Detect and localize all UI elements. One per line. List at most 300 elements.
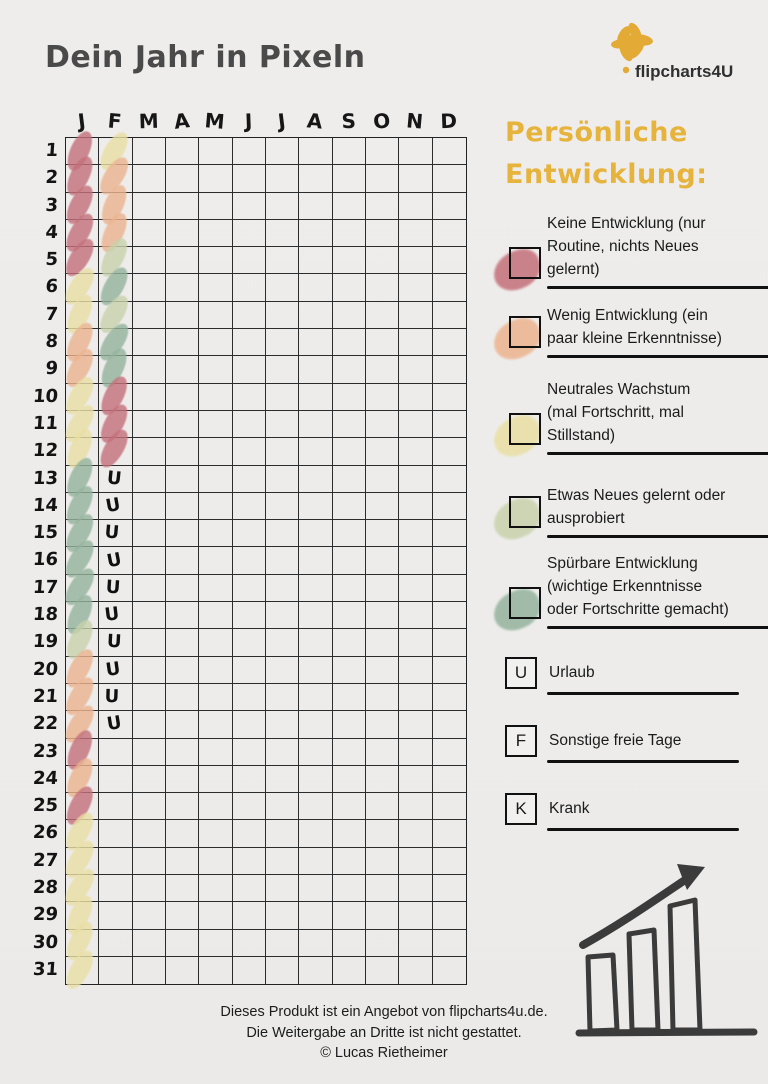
- grid-cell: [433, 657, 466, 684]
- grid-cell: [266, 411, 299, 438]
- grid-cell: [433, 247, 466, 274]
- grid-cell: [299, 466, 332, 493]
- legend-item-orange: [505, 304, 743, 358]
- grid-cell: [199, 848, 232, 875]
- grid-cell: [233, 711, 266, 738]
- grid-cell: [133, 193, 166, 220]
- grid-cell: [133, 329, 166, 356]
- grid-cell: [399, 602, 432, 629]
- grid-cell: [366, 657, 399, 684]
- month-label: D: [439, 108, 457, 134]
- grid-cell: [333, 575, 366, 602]
- month-label: M: [204, 108, 226, 134]
- grid-cell: [433, 193, 466, 220]
- grid-cell: [366, 411, 399, 438]
- grid-cell: [166, 930, 199, 957]
- month-label: J: [76, 108, 87, 134]
- grid-cell: [433, 302, 466, 329]
- grid-cell: [233, 766, 266, 793]
- legend-swatch: [505, 583, 549, 627]
- grid-cell: [233, 820, 266, 847]
- grid-cell: [366, 165, 399, 192]
- legend-swatch: [505, 409, 549, 453]
- grid-cell: [133, 493, 166, 520]
- legend-panel: [505, 112, 743, 852]
- grid-cell: [166, 575, 199, 602]
- grid-cell: [199, 657, 232, 684]
- day-number: 15: [32, 522, 59, 544]
- grid-cell: [266, 220, 299, 247]
- grid-cell: [333, 329, 366, 356]
- legend-item-u: [505, 657, 743, 697]
- grid-cell: [299, 438, 332, 465]
- grid-cell: [366, 575, 399, 602]
- grid-cell: [366, 848, 399, 875]
- grid-cell: [433, 875, 466, 902]
- grid-cell: [366, 930, 399, 957]
- grid-cell: [399, 493, 432, 520]
- day-number: 4: [44, 221, 59, 243]
- grid-cell: [399, 466, 432, 493]
- day-number: 2: [44, 167, 59, 189]
- grid-cell: [199, 384, 232, 411]
- grid-cell: [366, 138, 399, 165]
- grid-cell: [399, 684, 432, 711]
- day-number: 24: [32, 767, 59, 789]
- grid-cell: [433, 384, 466, 411]
- grid-cell: [333, 848, 366, 875]
- grid-cell: [266, 848, 299, 875]
- grid-cell: [266, 193, 299, 220]
- day-number: 31: [32, 958, 59, 980]
- grid-cell: [233, 657, 266, 684]
- grid-cell: [299, 902, 332, 929]
- grid-cell: [199, 247, 232, 274]
- day-number: 27: [32, 849, 59, 871]
- grid-cell: [166, 247, 199, 274]
- grid-cell: [166, 438, 199, 465]
- grid-cell: [399, 629, 432, 656]
- grid-cell: [233, 165, 266, 192]
- grid-cell: [199, 220, 232, 247]
- grid-cell: [399, 902, 432, 929]
- footer-line2: Die Weitergabe an Dritte ist nicht gestattet.: [246, 1024, 522, 1041]
- grid-cell: [299, 547, 332, 574]
- grid-cell: [299, 165, 332, 192]
- day-number: 6: [44, 276, 59, 298]
- grid-cell: [333, 547, 366, 574]
- grid-cell: [133, 711, 166, 738]
- grid-cell: [233, 684, 266, 711]
- grid-cell: [133, 629, 166, 656]
- grid-cell: [233, 739, 266, 766]
- legend-item-f: [505, 725, 743, 765]
- grid-cell: [333, 793, 366, 820]
- grid-cell: [399, 739, 432, 766]
- day-number: 17: [32, 576, 59, 598]
- grid-cell: [99, 739, 132, 766]
- grid-cell: [199, 165, 232, 192]
- grid-cell: [266, 302, 299, 329]
- day-number: 19: [32, 631, 59, 653]
- legend-item-k: [505, 793, 743, 833]
- legend-item-text: [547, 552, 743, 621]
- urlaub-mark: U: [104, 493, 123, 518]
- grid-cell: [333, 902, 366, 929]
- grid-cell: [366, 438, 399, 465]
- grid-cell: [133, 247, 166, 274]
- grid-cell: [399, 302, 432, 329]
- grid-cell: [366, 520, 399, 547]
- grid-cell: [299, 930, 332, 957]
- grid-cell: [133, 220, 166, 247]
- grid-cell: [133, 930, 166, 957]
- grid-cell: [99, 711, 132, 738]
- grid-cell: [133, 766, 166, 793]
- grid-cell: [166, 520, 199, 547]
- swatch-box: [509, 316, 541, 348]
- legend-item-text: [547, 212, 743, 281]
- legend-item-text: Krank: [549, 800, 590, 817]
- grid-cell: [433, 957, 466, 984]
- grid-cell: [299, 739, 332, 766]
- grid-cell: [199, 739, 232, 766]
- grid-cell: [333, 520, 366, 547]
- underline: [547, 626, 768, 629]
- grid-cell: [233, 138, 266, 165]
- legend-heading-line2: Entwicklung:: [505, 159, 708, 190]
- grid-cell: [199, 957, 232, 984]
- grid-cell: [433, 766, 466, 793]
- grid-cell: [366, 302, 399, 329]
- grid-cell: [233, 547, 266, 574]
- grid-cell: [266, 438, 299, 465]
- grid-cell: [166, 684, 199, 711]
- day-number: 11: [32, 412, 59, 434]
- day-number: 5: [44, 249, 59, 271]
- grid-cell: [399, 711, 432, 738]
- grid-cell: [233, 602, 266, 629]
- grid-cell: [199, 356, 232, 383]
- grid-cell: [333, 657, 366, 684]
- grid-cell: [199, 302, 232, 329]
- grid-cell: [299, 793, 332, 820]
- grid-cell: [266, 575, 299, 602]
- grid-cell: [166, 138, 199, 165]
- day-number: 25: [32, 795, 59, 817]
- underline: [547, 760, 739, 763]
- grid-cell: [366, 684, 399, 711]
- grid-cell: [266, 274, 299, 301]
- day-number: 23: [32, 740, 59, 762]
- grid-cell: [99, 902, 132, 929]
- grid-cell: [366, 902, 399, 929]
- month-label: S: [340, 108, 356, 134]
- brand-logo: [600, 20, 750, 85]
- grid-cell: [166, 547, 199, 574]
- grid-cell: [199, 329, 232, 356]
- grid-cell: [299, 820, 332, 847]
- urlaub-mark: U: [103, 603, 121, 627]
- legend-text-line: oder Fortschritte gemacht): [547, 601, 729, 618]
- grid-cell: [366, 739, 399, 766]
- grid-cell: [333, 165, 366, 192]
- legend-text-line: Neutrales Wachstum: [547, 381, 691, 398]
- grid-cell: [166, 711, 199, 738]
- grid-cell: [333, 930, 366, 957]
- grid-cell: [166, 957, 199, 984]
- grid-cell: [166, 739, 199, 766]
- grid-cell: [366, 957, 399, 984]
- grid-cell: [366, 466, 399, 493]
- grid-cell: [366, 602, 399, 629]
- grid-cell: [433, 466, 466, 493]
- grid-cell: [266, 329, 299, 356]
- grid-cell: [199, 193, 232, 220]
- legend-text-line: Wenig Entwicklung (ein: [547, 307, 708, 324]
- grid-cell: [133, 848, 166, 875]
- grid-cell: [366, 711, 399, 738]
- grid-cell: [299, 629, 332, 656]
- legend-item-lightgreen: [505, 484, 743, 538]
- day-number: 29: [32, 904, 59, 926]
- day-number: 13: [32, 467, 59, 489]
- grid-cell: [133, 520, 166, 547]
- grid-cell: [399, 329, 432, 356]
- legend-item-text: Sonstige freie Tage: [549, 732, 682, 749]
- grid-cell: [299, 384, 332, 411]
- grid-cell: [199, 520, 232, 547]
- pixel-grid: [65, 137, 467, 985]
- grid-cell: [133, 356, 166, 383]
- grid-cell: [333, 438, 366, 465]
- grid-cell: [299, 711, 332, 738]
- grid-cell: [199, 793, 232, 820]
- grid-cell: [233, 193, 266, 220]
- grid-cell: [433, 438, 466, 465]
- grid-cell: [333, 629, 366, 656]
- grid-cell: [333, 875, 366, 902]
- grid-cell: [133, 466, 166, 493]
- grid-cell: [166, 193, 199, 220]
- grid-cell: [133, 547, 166, 574]
- grid-cell: [199, 138, 232, 165]
- day-number: 8: [44, 331, 59, 353]
- grid-cell: [133, 165, 166, 192]
- grid-cell: [166, 302, 199, 329]
- grid-cell: [166, 220, 199, 247]
- day-number: 1: [44, 140, 59, 161]
- grid-cell: [399, 875, 432, 902]
- grid-cell: [333, 193, 366, 220]
- grid-cell: [299, 274, 332, 301]
- grid-cell: [166, 766, 199, 793]
- grid-cell: [333, 711, 366, 738]
- legend-text-line: (wichtige Erkenntnisse: [547, 578, 703, 595]
- grid-cell: [433, 356, 466, 383]
- grid-cell: [366, 793, 399, 820]
- grid-cell: [266, 684, 299, 711]
- grid-cell: [99, 602, 132, 629]
- grid-cell: [399, 220, 432, 247]
- grid-cell: [266, 902, 299, 929]
- underline: [547, 286, 768, 289]
- grid-cell: [233, 520, 266, 547]
- legend-swatch: [505, 492, 549, 536]
- underline: [547, 355, 768, 358]
- grid-cell: [299, 602, 332, 629]
- grid-cell: [333, 302, 366, 329]
- grid-cell: [266, 165, 299, 192]
- grid-cell: [433, 793, 466, 820]
- grid-cell: [233, 302, 266, 329]
- grid-cell: [433, 930, 466, 957]
- grid-cell: [366, 547, 399, 574]
- grid-cell: [99, 493, 132, 520]
- grid-cell: [399, 274, 432, 301]
- grid-cell: [366, 193, 399, 220]
- grid-cell: [366, 247, 399, 274]
- grid-cell: [266, 657, 299, 684]
- grid-cell: [199, 411, 232, 438]
- grid-cell: [133, 793, 166, 820]
- month-label: O: [371, 108, 392, 134]
- legend-heading-line1: Persönliche: [505, 117, 688, 148]
- grid-cell: [99, 848, 132, 875]
- grid-cell: [366, 875, 399, 902]
- grid-cell: [299, 848, 332, 875]
- grid-cell: [266, 820, 299, 847]
- day-number: 20: [32, 658, 59, 680]
- grid-cell: [333, 356, 366, 383]
- grid-cell: [233, 493, 266, 520]
- grid-cell: [233, 384, 266, 411]
- grid-cell: [99, 875, 132, 902]
- grid-cell: [233, 274, 266, 301]
- grid-cell: [133, 602, 166, 629]
- grid-cell: [266, 930, 299, 957]
- grid-cell: [433, 739, 466, 766]
- urlaub-mark: U: [105, 548, 124, 572]
- grid-cell: [133, 902, 166, 929]
- grid-cell: [199, 547, 232, 574]
- grid-cell: [166, 466, 199, 493]
- grid-cell: [266, 766, 299, 793]
- grid-cell: [99, 657, 132, 684]
- grid-cell: [233, 220, 266, 247]
- grid-cell: [299, 356, 332, 383]
- brand-name: flipcharts4U: [635, 62, 734, 81]
- grid-cell: [133, 384, 166, 411]
- grid-cell: [266, 356, 299, 383]
- day-number: 26: [32, 822, 59, 844]
- grid-cell: [366, 274, 399, 301]
- grid-cell: [333, 739, 366, 766]
- urlaub-mark: U: [105, 712, 124, 736]
- grid-cell: [399, 793, 432, 820]
- grid-cell: [99, 629, 132, 656]
- grid-cell: [199, 602, 232, 629]
- day-number: 10: [32, 385, 59, 407]
- grid-cell: [399, 820, 432, 847]
- grid-cell: [333, 684, 366, 711]
- grid-cell: [399, 138, 432, 165]
- day-number: 22: [32, 713, 59, 735]
- grid-cell: [133, 411, 166, 438]
- grid-cell: [199, 711, 232, 738]
- legend-text-line: (mal Fortschritt, mal: [547, 404, 684, 421]
- grid-cell: [399, 547, 432, 574]
- grid-cell: [199, 466, 232, 493]
- grid-cell: [299, 766, 332, 793]
- day-number: 30: [32, 931, 59, 953]
- grid-cell: [399, 848, 432, 875]
- month-header-row: [65, 108, 465, 134]
- grid-cell: [99, 684, 132, 711]
- grid-cell: [433, 820, 466, 847]
- grid-cell: [366, 629, 399, 656]
- grid-cell: [199, 684, 232, 711]
- grid-cell: [133, 739, 166, 766]
- grid-cell: [266, 547, 299, 574]
- grid-cell: [99, 930, 132, 957]
- grid-cell: [166, 493, 199, 520]
- urlaub-mark: U: [105, 576, 122, 599]
- grid-cell: [199, 820, 232, 847]
- grid-cell: [433, 575, 466, 602]
- grid-cell: [399, 247, 432, 274]
- grid-cell: [399, 411, 432, 438]
- month-label: A: [306, 108, 324, 134]
- grid-cell: [266, 520, 299, 547]
- grid-cell: [299, 657, 332, 684]
- grid-cell: [399, 575, 432, 602]
- grid-cell: [99, 466, 132, 493]
- grid-cell: [399, 384, 432, 411]
- grid-cell: [333, 138, 366, 165]
- day-number: 16: [32, 549, 59, 571]
- grid-cell: [366, 356, 399, 383]
- grid-cell: [299, 575, 332, 602]
- grid-cell: [433, 329, 466, 356]
- grid-cell: [333, 274, 366, 301]
- grid-cell: [166, 875, 199, 902]
- urlaub-mark: U: [106, 467, 124, 490]
- grid-cell: [299, 493, 332, 520]
- grid-cell: [333, 384, 366, 411]
- grid-cell: [133, 138, 166, 165]
- grid-cell: [66, 957, 99, 984]
- grid-cell: [299, 247, 332, 274]
- grid-cell: [433, 602, 466, 629]
- legend-item-text: [547, 304, 743, 350]
- grid-cell: [133, 657, 166, 684]
- grid-cell: [266, 711, 299, 738]
- grid-cell: [233, 356, 266, 383]
- month-label: A: [172, 108, 191, 134]
- grid-cell: [166, 274, 199, 301]
- grid-cell: [233, 329, 266, 356]
- grid-cell: [433, 520, 466, 547]
- day-number: 9: [44, 358, 59, 380]
- swatch-box: [509, 496, 541, 528]
- grid-cell: [133, 820, 166, 847]
- grid-cell: [166, 657, 199, 684]
- legend-item-text: [547, 484, 743, 530]
- day-number: 7: [44, 303, 59, 325]
- grid-cell: [399, 520, 432, 547]
- grid-cell: [433, 848, 466, 875]
